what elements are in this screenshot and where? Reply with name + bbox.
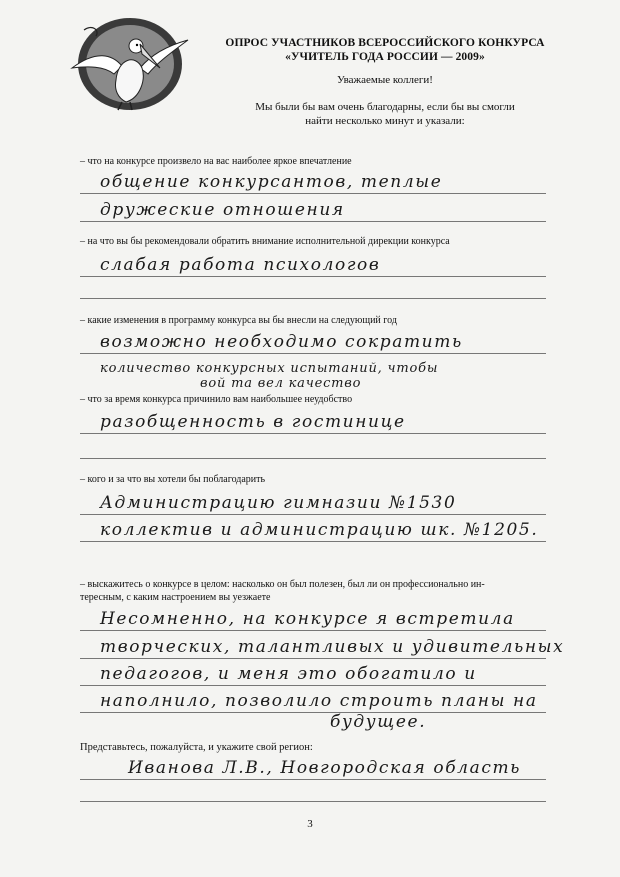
intro-line-2: найти несколько минут и указали: (305, 115, 465, 127)
question-3-prompt: – какие изменения в программу конкурса вы бы внесли на следующий год (80, 315, 397, 326)
greeting: Уважаемые коллеги! (337, 74, 433, 86)
intro-line-1: Мы были бы вам очень благодарны, если бы вы смогли (255, 101, 515, 113)
question-5-prompt: – кого и за что вы хотели бы поблагодарить (80, 474, 266, 485)
answer-line (80, 298, 546, 299)
title-line-1: ОПРОС УЧАСТНИКОВ ВСЕРОССИЙСКОГО КОНКУРСА (225, 37, 545, 49)
question-6-prompt-line-2: тересным, с каким настроением вы уезжаете (80, 592, 271, 603)
question-2-prompt: – на что вы бы рекомендовали обратить внимание исполнительной дирекции конкурса (80, 236, 450, 247)
answer-3-line-3[interactable]: вой та вел качество (200, 376, 362, 391)
answer-6-line-4[interactable]: наполнило, позволило строить планы на (100, 691, 538, 711)
question-4-prompt: – что за время конкурса причинило вам наибольшее неудобство (80, 394, 353, 405)
answer-6-line-1[interactable]: Несомненно, на конкурсе я встретила (100, 609, 515, 629)
answer-line (80, 779, 546, 780)
survey-header (200, 36, 570, 128)
answer-line (80, 221, 546, 222)
answer-line (80, 541, 546, 542)
answer-line (80, 433, 546, 434)
answer-6-line-5[interactable]: будущее. (330, 712, 427, 732)
answer-line (80, 514, 546, 515)
region-prompt: Представьтесь, пожалуйста, и укажите свой регион: (80, 742, 313, 753)
answer-1-line-2[interactable]: дружеские отношения (100, 200, 345, 220)
title-line-2: «УЧИТЕЛЬ ГОДА РОССИИ — 2009» (285, 51, 485, 63)
answer-line (80, 276, 546, 277)
answer-line (80, 801, 546, 802)
answer-3-line-1[interactable]: возможно необходимо сократить (100, 332, 463, 352)
question-6-prompt-line-1: – выскажитесь о конкурсе в целом: насколько он был полезен, был ли он профессионально ин- (80, 579, 485, 590)
region-answer[interactable]: Иванова Л.В., Новгородская область (128, 758, 522, 778)
answer-1-line-1[interactable]: общение конкурсантов, теплые (100, 172, 443, 192)
answer-4-line-1[interactable]: разобщенность в гостинице (100, 412, 406, 432)
answer-6-line-2[interactable]: творческих, талантливых и удивительных (100, 637, 565, 657)
answer-line (80, 193, 546, 194)
answer-3-line-2[interactable]: количество конкурсных испытаний, чтобы (100, 361, 439, 376)
answer-2-line-1[interactable]: слабая работа психологов (100, 255, 381, 275)
page-number: 3 (307, 818, 313, 830)
answer-5-line-2[interactable]: коллектив и администрацию шк. №1205. (100, 520, 539, 540)
question-1-prompt: – что на конкурсе произвело на вас наиболее яркое впечатление (80, 156, 352, 167)
answer-line (80, 658, 546, 659)
answer-line (80, 458, 546, 459)
pelican-logo (56, 10, 204, 114)
answer-6-line-3[interactable]: педагогов, и меня это обогатило и (100, 664, 477, 684)
answer-line (80, 630, 546, 631)
answer-line (80, 685, 546, 686)
answer-line (80, 353, 546, 354)
answer-5-line-1[interactable]: Администрацию гимназии №1530 (100, 493, 457, 513)
